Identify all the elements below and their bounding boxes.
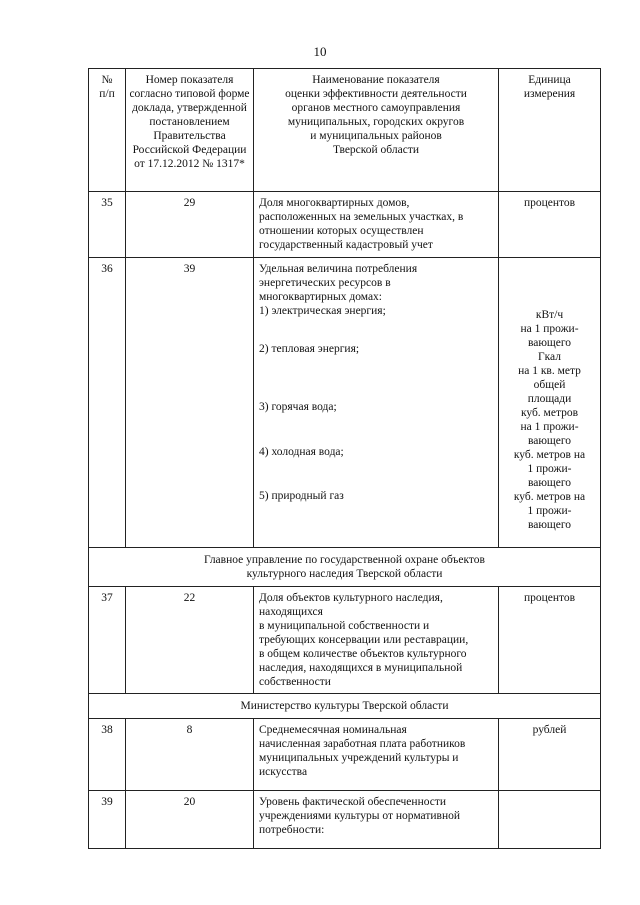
row-name: Среднемесячная номинальная начисленная заработная плата работников муниципальных учреждений культуры и искусства (254, 719, 499, 791)
section-row (89, 694, 601, 719)
row-name: Доля многоквартирных домов, расположенных на земельных участках, в отношении которых осуществлен государственный кадастровый учет (254, 192, 499, 258)
energy-item: 2) тепловая энергия; (259, 343, 360, 355)
energy-unit: кВт/ч на 1 прожи- вающего (520, 309, 579, 349)
table-row (89, 587, 601, 694)
row-unit: процентов (499, 192, 601, 258)
row-unit: рублей (499, 719, 601, 791)
energy-item: 5) природный газ (259, 490, 344, 502)
energy-unit: куб. метров на 1 прожи- вающего (513, 491, 586, 531)
header-num: № п/п (89, 69, 126, 192)
row-num: 39 (89, 791, 126, 849)
table-row (89, 791, 601, 849)
row-num: 35 (89, 192, 126, 258)
energy-unit: Гкал на 1 кв. метр общей площади (518, 351, 581, 405)
row-num: 38 (89, 719, 126, 791)
energy-item: 3) горячая вода; (259, 401, 337, 413)
row-code: 22 (126, 587, 254, 694)
row-code: 39 (126, 258, 254, 548)
page-number: 10 (313, 44, 327, 59)
energy-unit: куб. метров на 1 прожи- вающего (520, 407, 579, 447)
row-code: 29 (126, 192, 254, 258)
table-header-row (89, 69, 601, 192)
energy-unit: куб. метров на 1 прожи- вающего (513, 449, 586, 489)
row-unit: процентов (499, 587, 601, 694)
table-row (89, 258, 601, 548)
header-unit: Единица измерения (499, 69, 601, 192)
row-num: 37 (89, 587, 126, 694)
row-code: 20 (126, 791, 254, 849)
row-num: 36 (89, 258, 126, 548)
energy-item: 4) холодная вода; (259, 446, 344, 458)
indicators-table (88, 68, 601, 849)
table-row (89, 719, 601, 791)
energy-item: 1) электрическая энергия; (259, 305, 386, 317)
section-title: Министерство культуры Тверской области (89, 694, 601, 719)
header-name: Наименование показателя оценки эффективности деятельности органов местного самоуправления муниципальных, городских округов и муниципальных районов Тверской области (254, 69, 499, 192)
row-code: 8 (126, 719, 254, 791)
energy-intro: Удельная величина потребления энергетических ресурсов в многоквартирных домах: (259, 263, 418, 303)
section-title: Главное управление по государственной охране объектов культурного наследия Тверской области (89, 548, 601, 587)
row-name: Уровень фактической обеспеченности учреждениями культуры от нормативной потребности: (254, 791, 499, 849)
section-row (89, 548, 601, 587)
header-code: Номер показателя согласно типовой форме доклада, утвержденной постановлением Правительства Российской Федерации от 17.12.2012 № 1317* (126, 69, 254, 192)
row-name: Доля объектов культурного наследия, находящихся в муниципальной собственности и требующих консервации или реставрации, в общем количестве объектов культурного наследия, находящихся в муниципальной собственности (254, 587, 499, 694)
row-unit (499, 791, 601, 849)
row-unit (499, 258, 601, 548)
row-name (254, 258, 499, 548)
table-row (89, 192, 601, 258)
